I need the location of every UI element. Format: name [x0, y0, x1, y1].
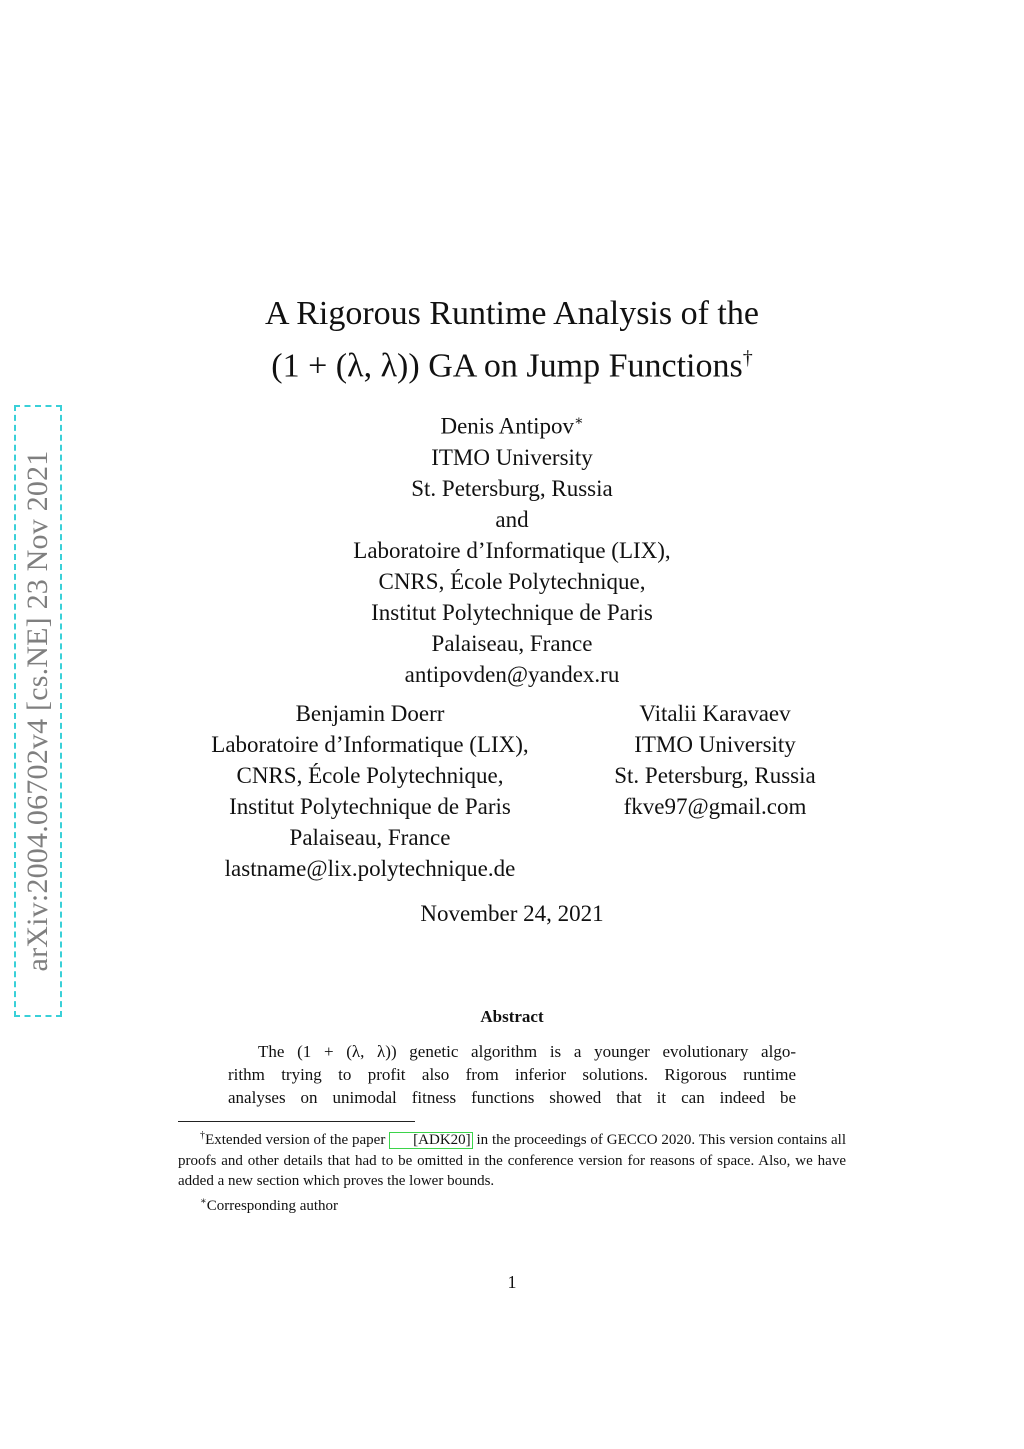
author-email: antipovden@yandex.ru [404, 661, 620, 687]
footnote-rule [178, 1121, 415, 1122]
abstract-line: rithm trying to profit also from inferior solutions. Rigorous runtime [228, 1065, 796, 1084]
author-name: Vitalii Karavaev [639, 701, 791, 726]
footnote-dagger: †Extended version of the paper [ADK20] in the proceedings of GECCO 2020. This version contains all proofs and other details that had to be omitted in the conference version for reasons of space. Also, we have added a new section which proves the lower bounds. [178, 1130, 847, 1189]
author-block-karavaev [570, 698, 860, 822]
footnote-corresponding: ∗Corresponding author [200, 1195, 339, 1214]
author-affiliation-line: and [495, 506, 529, 532]
author-affiliation-line: Palaiseau, France [289, 825, 451, 850]
title-line-2: (1 + (λ, λ)) GA on Jump Functions† [271, 347, 753, 385]
author-affiliation-line: CNRS, École Polytechnique, [378, 568, 646, 594]
author-name: Denis Antipov∗ [440, 413, 584, 439]
author-affiliation-line: Laboratoire d’Informatique (LIX), [353, 537, 671, 563]
author-email: fkve97@gmail.com [623, 794, 807, 819]
title-dagger: † [742, 347, 753, 369]
arxiv-stamp [14, 405, 62, 1017]
abstract-heading: Abstract [480, 1007, 544, 1026]
paper-date: November 24, 2021 [420, 901, 604, 926]
citation-link-adk20[interactable]: [ADK20] [389, 1132, 473, 1149]
corresponding-mark: ∗ [574, 414, 584, 429]
title-line-1: A Rigorous Runtime Analysis of the [265, 295, 759, 332]
author-block-doerr [170, 698, 570, 884]
author-affiliation-line: Laboratoire d’Informatique (LIX), [211, 732, 529, 757]
author-affiliation-line: ITMO University [431, 444, 593, 470]
abstract-line: analyses on unimodal fitness functions showed that it can indeed be [228, 1088, 796, 1107]
author-affiliation-line: St. Petersburg, Russia [614, 763, 816, 788]
page-number: 1 [507, 1272, 517, 1292]
author-affiliation-line: Palaiseau, France [431, 630, 593, 656]
paper-title [162, 292, 862, 388]
abstract-line: The (1 + (λ, λ)) genetic algorithm is a younger evolutionary algo- [258, 1042, 796, 1061]
author-affiliation-line: CNRS, École Polytechnique, [236, 763, 504, 788]
author-affiliation-line: Institut Polytechnique de Paris [371, 599, 653, 625]
arxiv-stamp-text: arXiv:2004.06702v4 [cs.NE] 23 Nov 2021 [21, 450, 54, 972]
author-name: Benjamin Doerr [295, 701, 445, 726]
author-block-antipov [262, 406, 762, 690]
author-affiliation-line: St. Petersburg, Russia [411, 475, 613, 501]
abstract-body [228, 1040, 796, 1109]
footnotes [178, 1126, 846, 1216]
author-affiliation-line: Institut Polytechnique de Paris [229, 794, 511, 819]
author-affiliation-line: ITMO University [634, 732, 796, 757]
author-email: lastname@lix.polytechnique.de [224, 856, 516, 881]
